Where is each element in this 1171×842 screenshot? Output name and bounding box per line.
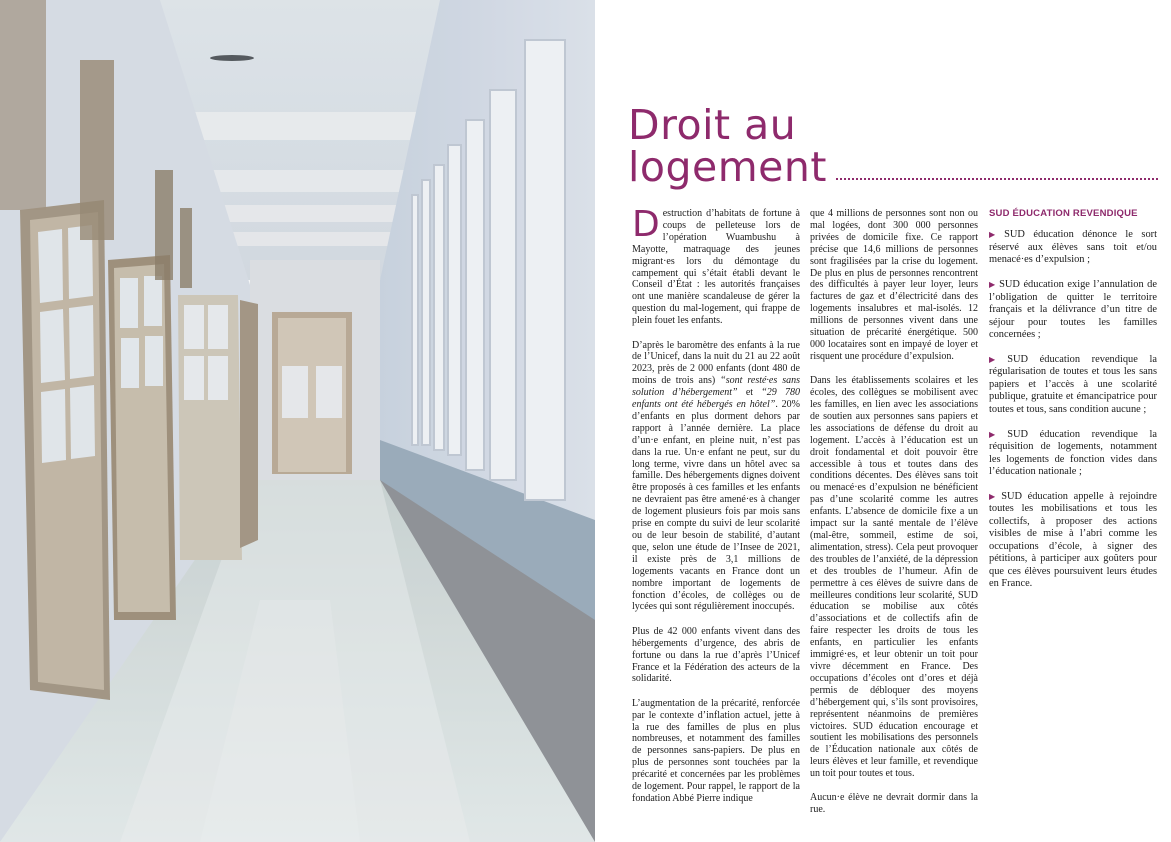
demand-item	[989, 279, 1157, 341]
triangle-bullet-icon: ▶	[989, 491, 999, 501]
demand-text: SUD éducation revendique la réquisition de logements, notamment les logements de fonction vides dans l’éducation nationale ;	[989, 428, 1157, 478]
title-line-2: logement	[628, 143, 827, 191]
triangle-bullet-icon: ▶	[989, 354, 1005, 364]
drop-cap: D	[632, 204, 660, 245]
intro-text: estruction d’habitats de fortune à coups de pelleteuse lors de l’opération Wuambushu à Mayotte, matraquage des jeunes migrant·es lors du démontage du campement qui s’était établi devant le Conseil d’État : les autorités françaises ont une manière scandaleuse de gérer la question du mal-logement, qui frappe de plein fouet les enfants.	[632, 208, 800, 327]
demand-text: SUD éducation revendique la régularisation de toutes et tous les sans papiers et l’accès à une scolarité publique, gratuite et émancipatrice pour toutes et tous, sans condition aucune ;	[989, 353, 1157, 415]
demands-column	[989, 208, 1157, 603]
title-dotted-rule	[836, 178, 1158, 180]
demand-item	[989, 354, 1157, 416]
article-paragraph-precarite: L’augmentation de la précarité, renforcée par le contexte d’inflation actuel, jette à la rue des familles de plus en plus nombreuses, et notamment des familles de personnes sans-papiers. De plus en plus de personnes sont touchées par la précarité et concernées par les problèmes de logement. Pour rappel, le rapport de la fondation Abbé Pierre indique	[632, 697, 800, 804]
demand-item	[989, 429, 1157, 479]
article-paragraph-mobilisation: Dans les établissements scolaires et les écoles, des collègues se mobilisent avec les familles, en lien avec les associations de soutien aux personnes sans papiers et les associations de défense du droit au logement. L’accès à l’éducation est un droit fondamental et doit pouvoir être accessible à tous et toutes dans des conditions décentes. Des élèves sans toit ou menacé·es d’expulsion ne bénéficient pas d’une scolarité comme les autres enfants. L’absence de domicile fixe a un impact sur la santé mentale de l’élève (mal-être, sommeil, estime de soi, alimentation, stress). Cela peut provoquer des troubles de l’anxiété, de la dépression et des troubles de l’humeur. Afin de permettre à ces élèves de suivre dans de meilleures conditions leur scolarité, SUD éducation se mobilise aux côtés d’associations et de collectifs afin de faire respecter les droits de tous les enfants, en particulier les enfants immigré·es, et leur obtenir un toit pour vivre décemment en France. Des occupations d’écoles ont d’ores et déjà permis de débloquer des moyens d’hébergement qui, s’ils sont provisoires, représentent néanmoins de premières victoires. SUD éducation encourage et soutient les mobilisations des personnels de l’Éducation nationale aux côtés de leurs élèves et leur famille, et revendique un toit pour toutes et tous.	[810, 375, 978, 780]
article-paragraph-unicef	[632, 340, 800, 614]
text-span: D’après le baromètre des enfants à la rue de l’Unicef, dans la nuit du 21 au 22 août 2023, près de 2 000 enfants (dont 480 de moins de trois ans)	[632, 339, 800, 387]
quote-span: “29 780 enfants ont été hébergés en hôtel”	[632, 387, 800, 411]
text-span: et	[737, 387, 762, 399]
article-column-1	[632, 204, 801, 817]
title-line-1: Droit au	[628, 101, 797, 149]
demands-heading: SUD ÉDUCATION REVENDIQUE	[989, 208, 1138, 219]
demand-text: SUD éducation appelle à rejoindre toutes les mobilisations et tous les collectifs, à proposer des actions visibles de mise à l’abri comme les occupations d’école, à signer des pétitions, à participer aux goûters pour que ces élèves poursuivent leurs études en France.	[989, 490, 1157, 590]
triangle-bullet-icon: ▶	[989, 280, 997, 290]
article-paragraph-precarite-cont: que 4 millions de personnes sont non ou mal logées, dont 300 000 personnes privées de domicile fixe. Ce rapport précise que 14,6 millions de personnes sont fragilisées par la crise du logement. De plus en plus de personnes rencontrent des difficultés à payer leur loyer, leurs factures de gaz et d’électricité dans des logements insalubres et mal-isolés. 12 millions de personnes vivent dans une situation de précarité énergétique. 500 000 locataires sont en impayé de loyer et risquent une procédure d’expulsion.	[810, 208, 978, 362]
demand-item	[989, 491, 1157, 591]
demand-text: SUD éducation dénonce le sort réservé aux élèves sans toit et/ou menacé·es d’expulsion ;	[989, 229, 1157, 266]
quote-span: “sont resté·es sans solution d’hébergement”	[632, 375, 801, 399]
article-paragraph-conclusion: Aucun·e élève ne devrait dormir dans la rue.	[810, 792, 978, 816]
triangle-bullet-icon: ▶	[989, 230, 1002, 240]
page-title	[628, 101, 827, 191]
text-span: . 20% d’enfants en plus dorment dehors par rapport à l’année dernière. La place d’un·e enfant, en pleine nuit, n’est pas dans la rue. Un·e enfant ne peut, sur du long terme, vivre dans un hôtel avec sa famille. Des hébergements dignes doivent être proposés à ces familles et les enfants ne devraient pas être amené·es à changer de logement plusieurs fois par mois sans prise en compte du suivi de leur scolarité ou de leur besoin de stabilité, d’autant que, selon une étude de l’Insee de 2021, il existe près de 3,1 millions de logements vacants en France dont un nombre important de logements de fonction d’écoles, de collèges ou de lycées qui sont régulièrement inoccupés.	[632, 399, 800, 613]
demand-item	[989, 229, 1157, 266]
article-column-2	[810, 208, 978, 829]
demand-text: SUD éducation exige l’annulation de l’obligation de quitter le territoire français et la délivrance d’un titre de séjour pour toutes les familles concernées ;	[989, 279, 1157, 341]
article-paragraph-urgence: Plus de 42 000 enfants vivent dans des hébergements d’urgence, des abris de fortune ou dans la rue d’après l’Unicef France et la Fédération des acteurs de la solidarité.	[632, 625, 800, 685]
triangle-bullet-icon: ▶	[989, 429, 1005, 439]
article-paragraph-intro	[632, 204, 800, 327]
